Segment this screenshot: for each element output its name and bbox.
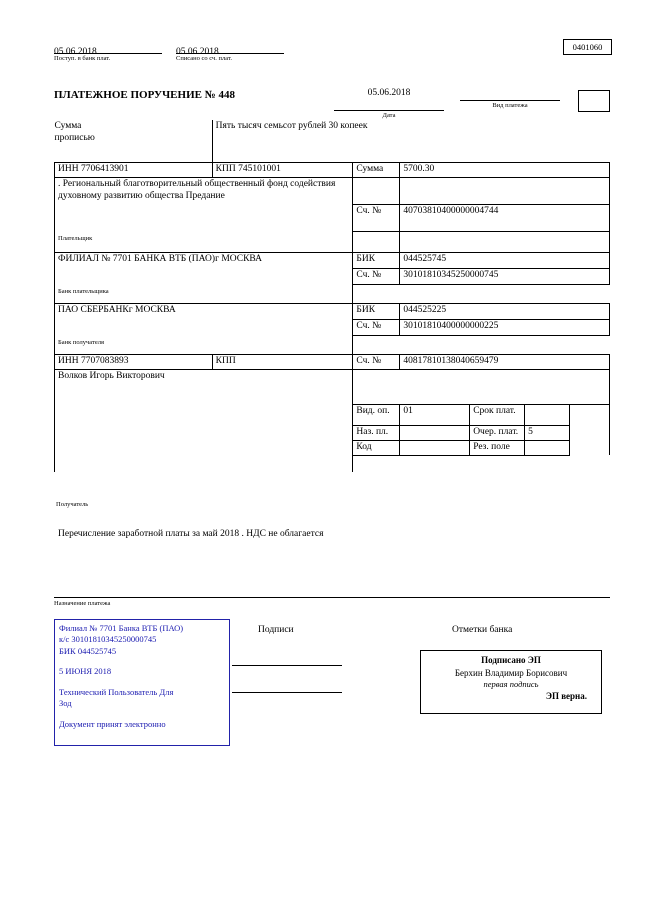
srok-plat-label: Срок плат. bbox=[473, 405, 516, 416]
purpose-divider bbox=[54, 597, 610, 598]
received-date-cell bbox=[54, 41, 162, 62]
payer-caption: Плательщик bbox=[58, 234, 93, 242]
stamp-date: 5 ИЮНЯ 2018 bbox=[59, 666, 112, 677]
payment-type-box bbox=[578, 90, 610, 112]
payee-name-cell: Волков Игорь Викторович bbox=[55, 369, 353, 472]
payee-bank-caption: Банк получателя bbox=[58, 338, 104, 346]
payment-type-value bbox=[460, 88, 560, 100]
payee-inn-row bbox=[55, 354, 610, 369]
payee-caption: Получатель bbox=[56, 501, 89, 508]
bank-notes-label: Отметки банка bbox=[452, 625, 513, 635]
payee-inn-label: ИНН bbox=[58, 355, 79, 366]
payer-account-label-cell: Сч. № bbox=[353, 205, 400, 232]
payer-name-cell: . Региональный благотворительный общественный фонд содействия духовному развитию общества Предание bbox=[55, 177, 353, 232]
ep-line4: ЭП верна. bbox=[545, 691, 587, 701]
rez-pole-value-cell bbox=[525, 440, 570, 455]
spacer-c bbox=[353, 336, 400, 355]
page-title: ПЛАТЕЖНОЕ ПОРУЧЕНИЕ № 448 bbox=[54, 89, 236, 101]
ep-line2: Берхин Владимир Борисович bbox=[454, 668, 568, 678]
written-off-date-cell bbox=[176, 41, 284, 62]
payer-kpp-label: КПП bbox=[215, 164, 236, 174]
ops-right-spacer bbox=[570, 404, 610, 455]
ep-line3: первая подпись bbox=[483, 679, 539, 689]
payer-bank-row bbox=[55, 252, 610, 268]
document-date-underline bbox=[334, 98, 444, 111]
payee-inn-value: 7707083893 bbox=[80, 355, 129, 366]
payee-kpp-cell bbox=[212, 354, 353, 369]
payer-bank-caption-row bbox=[55, 285, 610, 304]
amount-words-label-cell bbox=[55, 120, 213, 163]
payee-bank-name-cell: ПАО СБЕРБАНКг МОСКВА bbox=[55, 303, 353, 336]
payer-kpp-cell bbox=[212, 163, 353, 178]
document-date-label: Дата bbox=[382, 112, 396, 119]
purpose-caption: Назначение платежа bbox=[54, 600, 111, 607]
payer-inn-value: 7706413901 bbox=[80, 164, 129, 174]
stamp-user-line1: Технический Пользователь Для bbox=[59, 686, 174, 697]
ops-bottom-spacer bbox=[353, 455, 610, 472]
payment-type-underline bbox=[460, 100, 560, 101]
payer-bank-account-value-cell: 30101810345250000745 bbox=[400, 269, 610, 285]
payer-caption-cell bbox=[55, 232, 353, 253]
naz-pl-label-cell: Наз. пл. bbox=[353, 426, 400, 441]
vid-op-label-cell: Вид. оп. bbox=[353, 404, 400, 425]
payee-account-value-cell: 40817810138040659479 bbox=[400, 354, 610, 369]
rez-pole-label-cell bbox=[470, 440, 525, 455]
payer-account-spacer bbox=[353, 177, 400, 204]
payee-inn-cell bbox=[55, 354, 213, 369]
top-dates-row bbox=[54, 41, 304, 62]
payee-name-row bbox=[55, 369, 610, 404]
ocher-plat-value-cell: 5 bbox=[525, 426, 570, 441]
document-date-field bbox=[334, 88, 444, 119]
payer-bank-caption: Банк плательщика bbox=[58, 287, 109, 295]
payer-bank-bik-label-cell: БИК bbox=[353, 252, 400, 268]
amount-words-value-cell: Пять тысяч семьсот рублей 30 копеек bbox=[212, 120, 609, 163]
ops-spacer-cell bbox=[353, 369, 610, 404]
payer-inn-row bbox=[55, 163, 610, 178]
payee-bank-account-value-cell: 30101810400000000225 bbox=[400, 320, 610, 336]
main-form-table bbox=[54, 120, 610, 472]
ocher-plat-label: Очер. плат. bbox=[473, 427, 519, 437]
payer-account-spacer2 bbox=[400, 177, 610, 204]
payer-bank-bik-value-cell: 044525745 bbox=[400, 252, 610, 268]
stamp-bank-block bbox=[59, 623, 225, 657]
amount-words-label-line2: прописью bbox=[54, 132, 95, 143]
payer-account-value-cell: 40703810400000004744 bbox=[400, 205, 610, 232]
payee-bank-caption-row bbox=[55, 336, 610, 355]
payee-bank-row bbox=[55, 303, 610, 319]
stamp-user-line2: Зод bbox=[59, 698, 72, 709]
ep-line1: Подписано ЭП bbox=[481, 655, 541, 665]
stamp-user-block bbox=[59, 687, 225, 710]
signatures-label: Подписи bbox=[258, 625, 294, 635]
stamp-bank-line1: Филиал № 7701 Банка ВТБ (ПАО) bbox=[59, 623, 184, 633]
srok-plat-label-cell bbox=[470, 404, 525, 425]
stamp-bank-line2: к/с 30101810345250000745 bbox=[59, 634, 157, 645]
stamp-accepted: Документ принят электронно bbox=[59, 718, 166, 729]
payer-inn-cell bbox=[55, 163, 213, 178]
spacer-a bbox=[353, 285, 400, 304]
written-off-date-label: Списано со сч. плат. bbox=[176, 55, 232, 62]
received-date-label: Поступ. в банк плат. bbox=[54, 55, 111, 62]
payer-bank-name-cell: ФИЛИАЛ № 7701 БАНКА ВТБ (ПАО)г МОСКВА bbox=[55, 252, 353, 285]
received-date-value: 05.06.2018 bbox=[54, 47, 97, 57]
payee-bank-bik-value-cell: 044525225 bbox=[400, 303, 610, 319]
naz-pl-value-cell bbox=[400, 426, 470, 441]
payee-bank-bik-label-cell: БИК bbox=[353, 303, 400, 319]
payer-bank-account-label-cell: Сч. № bbox=[353, 269, 400, 285]
payer-kpp-value: 745101001 bbox=[238, 164, 281, 174]
spacer-d bbox=[400, 336, 610, 355]
payer-caption-row bbox=[55, 232, 610, 253]
payee-bank-caption-cell bbox=[55, 336, 353, 355]
payer-bank-spacer bbox=[353, 232, 400, 253]
rez-pole-label: Рез. поле bbox=[473, 441, 510, 452]
kod-value-cell bbox=[400, 440, 470, 455]
spacer-b bbox=[400, 285, 610, 304]
ocher-plat-label-cell bbox=[470, 426, 525, 441]
vid-op-value-cell: 01 bbox=[400, 404, 470, 425]
payer-bank-spacer2 bbox=[400, 232, 610, 253]
amount-words-row bbox=[55, 120, 610, 163]
written-off-date-value: 05.06.2018 bbox=[176, 47, 219, 57]
payment-type-label: Вид платежа bbox=[492, 102, 528, 109]
stamp-bank-line3: БИК 044525745 bbox=[59, 645, 117, 656]
purpose-text: Перечисление заработной платы за май 2018 . НДС не облагается bbox=[58, 529, 324, 539]
electronic-signature-stamp bbox=[420, 650, 602, 714]
amount-value-cell: 5700.30 bbox=[400, 163, 610, 178]
document-date-value: 05.06.2018 bbox=[367, 88, 411, 98]
signature-line-1 bbox=[232, 665, 342, 666]
payer-bank-caption-cell bbox=[55, 285, 353, 304]
payment-type-field bbox=[460, 88, 560, 109]
form-code-box: 0401060 bbox=[563, 39, 612, 55]
bank-electronic-stamp bbox=[54, 619, 230, 746]
payee-account-label-cell: Сч. № bbox=[353, 354, 400, 369]
payee-bank-account-label-cell: Сч. № bbox=[353, 320, 400, 336]
amount-words-label-line1: Сумма bbox=[54, 121, 82, 131]
payer-name-row bbox=[55, 177, 610, 204]
amount-label-cell: Сумма bbox=[353, 163, 400, 178]
signature-line-2 bbox=[232, 692, 342, 693]
kod-label-cell: Код bbox=[353, 440, 400, 455]
payer-inn-label: ИНН bbox=[58, 164, 79, 174]
srok-plat-value-cell bbox=[525, 404, 570, 425]
payee-kpp-label: КПП bbox=[215, 355, 236, 366]
